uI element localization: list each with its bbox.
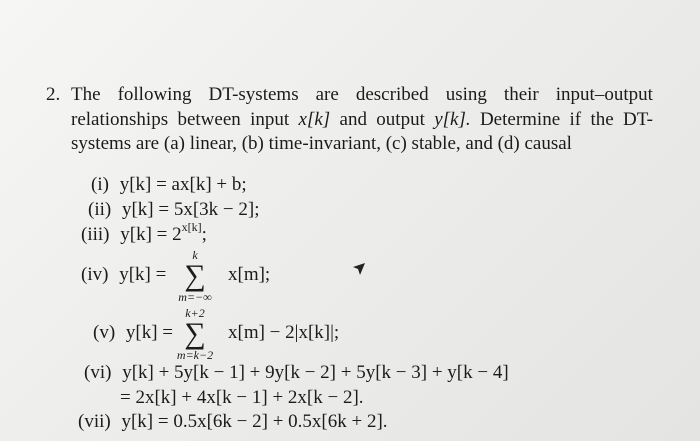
expr-exponent: x[k] [181, 220, 202, 234]
item-label: (iii) [81, 224, 110, 245]
item-iv [81, 264, 166, 286]
word: using [445, 84, 487, 105]
item-vi-continuation: = 2x[k] + 4x[k − 1] + 2x[k − 2]. [120, 387, 364, 408]
sum-lower-limit: m=k−2 [176, 348, 214, 362]
item-vi [84, 362, 509, 384]
word: input–output [555, 84, 653, 105]
item-expression: y[k] = 5x[3k − 2]; [121, 199, 260, 220]
summation-iv [174, 249, 216, 303]
word: if [569, 109, 582, 130]
item-lhs: y[k] = [119, 264, 167, 285]
item-expression: y[k] + 5y[k − 1] + 9y[k − 2] + 5y[k − 3] + y[k − 4] [122, 362, 509, 383]
word: following [117, 84, 192, 105]
intro-line-1 [71, 84, 653, 106]
mouse-cursor-icon [352, 262, 366, 276]
expr-base: y[k] = 2 [120, 224, 182, 245]
item-expression: y[k] = 0.5x[6k − 2] + 0.5x[6k + 2]. [121, 411, 388, 432]
item-expression [120, 220, 207, 245]
word: The [71, 84, 101, 105]
word: and [339, 109, 367, 130]
expr-tail: ; [201, 224, 207, 245]
word: their [503, 84, 539, 105]
item-label: (ii) [88, 199, 112, 220]
word: y[k]. [434, 109, 471, 130]
word: between [177, 109, 241, 130]
sum-upper-limit: k+2 [185, 306, 205, 320]
word: input [250, 109, 290, 130]
sum-lower-limit: m=−∞ [178, 290, 212, 304]
word: are [315, 84, 339, 105]
item-expression: y[k] = ax[k] + b; [119, 174, 247, 195]
intro-line-2 [71, 109, 653, 131]
item-label: (i) [91, 174, 109, 195]
word: x[k] [298, 109, 331, 130]
intro-line-3: systems are (a) linear, (b) time-invariant, (c) stable, and (d) causal [71, 133, 572, 154]
word: described [355, 84, 429, 105]
item-lhs: y[k] = [125, 322, 174, 343]
word: DT- [623, 109, 653, 130]
item-iii [81, 220, 207, 246]
word: Determine [479, 109, 561, 130]
item-label: (v) [93, 322, 116, 343]
word: relationships [71, 109, 169, 130]
item-vii [78, 411, 388, 433]
sum-upper-limit: k [192, 248, 198, 262]
item-i [91, 174, 247, 196]
sigma-symbol: ∑ [184, 317, 206, 350]
item-label: (vi) [84, 362, 112, 383]
word: DT-systems [208, 84, 299, 105]
problem-number: 2. [46, 84, 61, 105]
item-v-rhs: x[m] − 2|x[k]|; [228, 322, 340, 343]
item-iv-rhs: x[m]; [228, 264, 271, 285]
item-v [93, 322, 173, 344]
item-label: (vii) [78, 411, 111, 432]
word: output [376, 109, 425, 130]
item-ii [88, 199, 260, 221]
sigma-symbol: ∑ [184, 259, 206, 292]
item-label: (iv) [81, 264, 109, 285]
summation-v [170, 307, 220, 361]
word: the [590, 109, 614, 130]
